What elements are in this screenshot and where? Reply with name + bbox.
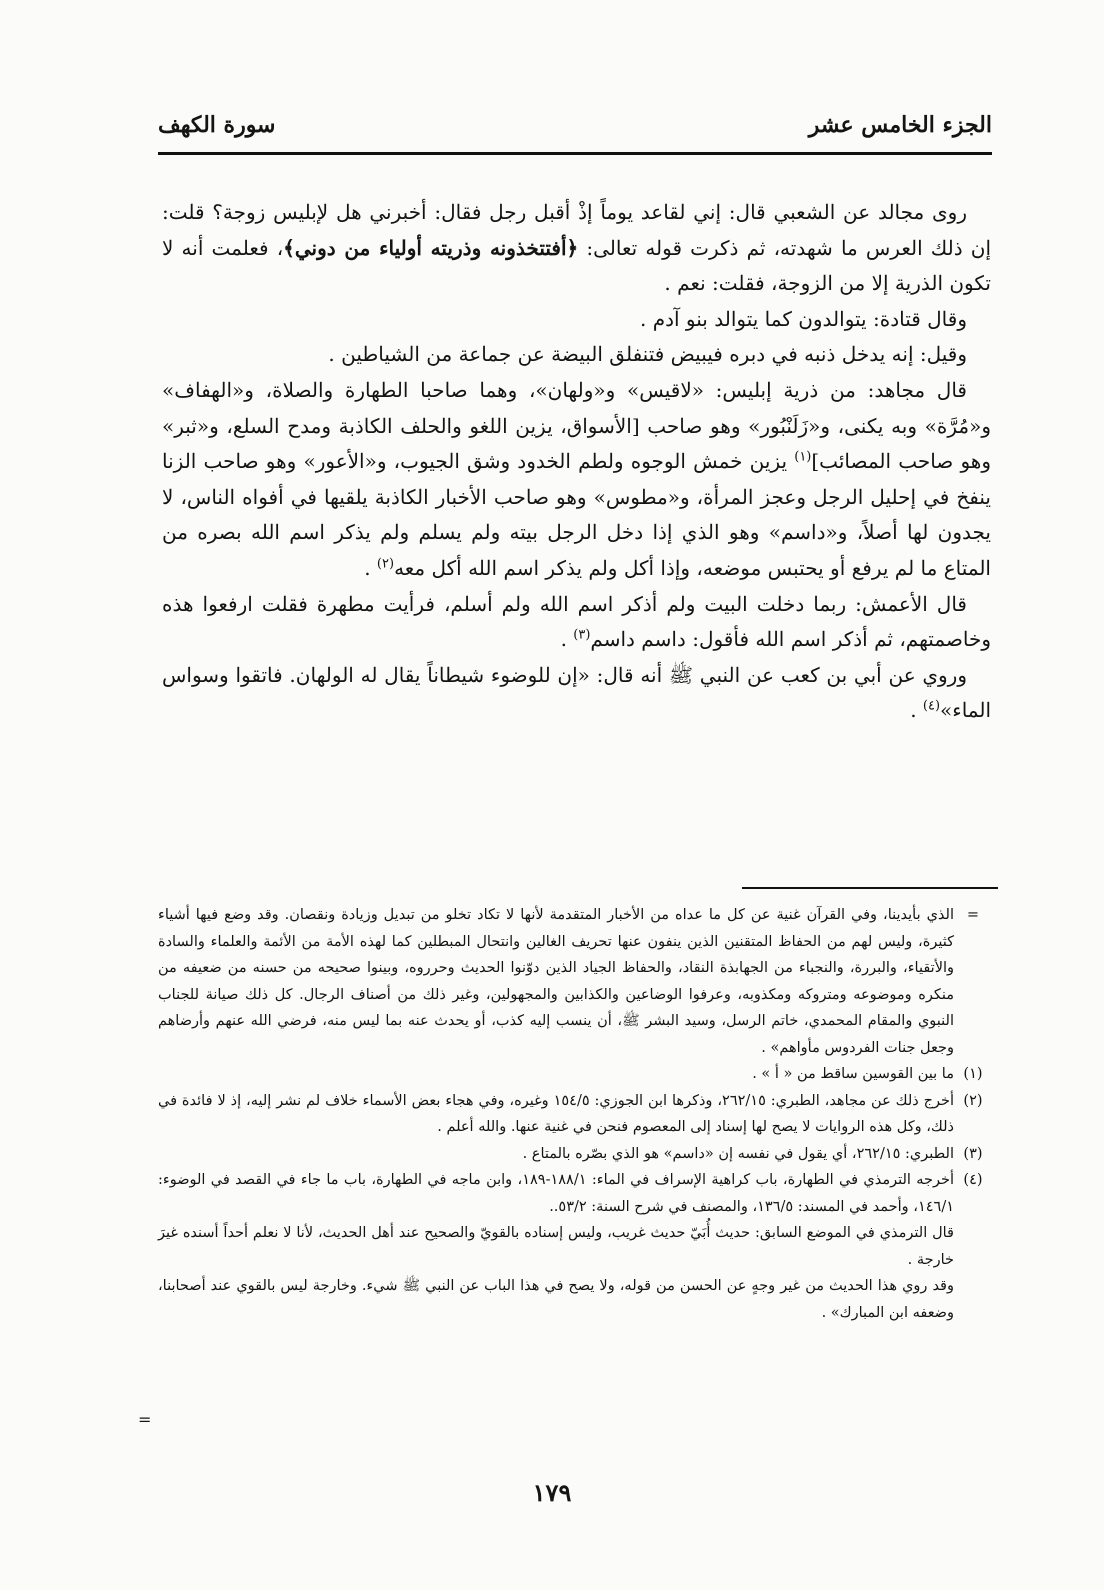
footnote: (٢) أخرج ذلك عن مجاهد، الطبري: ٢٦٢/١٥، وذكرها ابن الجوزي: ١٥٤/٥ وغيره، وفي هجاء بعض الأسماء خلاف لم نشر إليه، إذ لا فائدة في ذلك، وكل هذه الروايات لا يصح لها إسناد إلى المعصوم فنحن في غنية عنها. والله أعلم .	[158, 1088, 992, 1141]
surah-title: سورة الكهف	[158, 112, 276, 138]
footnote-ref: (٤)	[922, 698, 941, 714]
footnote-number: (١)	[963, 1066, 983, 1082]
footnote-number: (٤)	[963, 1172, 983, 1188]
main-text	[162, 195, 991, 729]
paragraph: قال مجاهد: من ذرية إبليس: «لاقيس» و«ولهان»، وهما صاحبا الطهارة والصلاة، و«الهفاف» و«مُرَّة» وبه يكنى، و«زَلَنْبُور» وهو صاحب [الأسواق، يزين اللغو والحلف الكاذبة ومدح السلع، و«ثبر» وهو صاحب المصائب]$^{(١)}$ يزين خمش الوجوه ولطم الخدود وشق الجيوب، و«الأعور» وهو صاحب الزنا ينفخ في إحليل الرجل وعجز المرأة، و«مطوس» وهو صاحب الأخبار الكاذبة يلقيها في أفواه الناس، لا يجدون لها أصلاً، و«داسم» وهو الذي إذا دخل الرجل بيته ولم يسلم ولم يذكر اسم الله بصره من المتاع ما لم يرفع أو يحتبس موضعه، وإذا أكل ولم يذكر اسم الله أكل معه$^{(٢)}$ .	[162, 377, 991, 580]
footnotes	[158, 902, 992, 1326]
paragraph: وقال قتادة: يتوالدون كما يتوالد بنو آدم .	[640, 306, 967, 331]
footnote: (٤) أخرجه الترمذي في الطهارة، باب كراهية الإسراف في الماء: ١٨٨/١-١٨٩، وابن ماجه في الطهارة، باب ما جاء في القصد في الوضوء: ١٤٦/١، وأحمد في المسند: ١٣٦/٥، والمصنف في شرح السنة: ٥٣/٢.. قال الترمذي في الموضع السابق: حديث أُبَيّ حديث غريب، وليس إسناده بالقويّ والصحيح عند أهل الحديث، لأنا لا نعلم أحداً أسنده غيرَ خارجة . وقد روي هذا الحديث من غير وجهٍ عن الحسن من قوله، ولا يصح في هذا الباب عن النبي ﷺ شيء. وخارجة ليس بالقوي عند أصحابنا، وضعفه ابن المبارك» .	[158, 1167, 992, 1326]
paragraph: قال الأعمش: ربما دخلت البيت ولم أذكر اسم الله ولم أسلم، فرأيت مطهرة فقلت ارفعوا هذه وخاصمتهم، ثم أذكر اسم الله فأقول: داسم داسم$^{(٣)}$ .	[162, 591, 991, 652]
footnote: (٣) الطبري: ٢٦٢/١٥، أي يقول في نفسه إن «داسم» هو الذي بصّره بالمتاع .	[158, 1141, 992, 1168]
continues-mark: =	[138, 1410, 152, 1429]
footnote-ref: (٢)	[376, 556, 395, 572]
footnote-rule	[742, 887, 998, 889]
footnote-number: (٢)	[963, 1092, 983, 1109]
continuation-mark: =	[966, 907, 980, 923]
header-rule	[158, 152, 992, 155]
footnote-number: (٣)	[963, 1145, 983, 1162]
running-header	[158, 102, 992, 148]
paragraph: روى مجالد عن الشعبي قال: إني لقاعد يوماً إذْ أقبل رجل فقال: أخبرني هل لإبليس زوجة؟ قلت: إن ذلك العرس ما شهدته، ثم ذكرت قوله تعالى: ﴿أفتتخذونه وذريته أولياء من دوني﴾، فعلمت أنه لا تكون الذرية إلا من الزوجة، فقلت: نعم .	[162, 200, 992, 296]
part-title: الجزء الخامس عشر	[808, 112, 992, 138]
footnote-ref: (١)	[794, 449, 812, 465]
paragraph: وروي عن أبي بن كعب عن النبي ﷺ أنه قال: «إن للوضوء شيطاناً يقال له الولهان. فاتقوا وسواس الماء»$^{(٤)}$ .	[162, 662, 991, 723]
paragraph: وقيل: إنه يدخل ذنبه في دبره فيبيض فتنفلق البيضة عن جماعة من الشياطين .	[328, 342, 967, 367]
footnote-ref: (٣)	[573, 627, 591, 643]
footnote: (١) ما بين القوسين ساقط من « أ » .	[158, 1061, 992, 1088]
footnote-continued: = الذي بأيدينا، وفي القرآن غنية عن كل ما عداه من الأخبار المتقدمة لأنها لا تكاد تخلو من تبديل وزيادة ونقصان. وقد وضع فيها أشياء كثيرة، وليس لهم من الحفاظ المتقنين الذين ينفون عنها تحريف الغالين وانتحال المبطلين كما لهذه الأمة من الأئمة والعلماء والسادة والأتقياء، والبررة، والنجباء من الجهابذة النقاد، والحفاظ الجياد الذين دوّنوا الحديث وحرروه، وبينوا صحيحه من حسنه من ضعيفه من منكره وموضوعه ومتروكه ومكذوبه، وعرفوا الوضاعين والكذابين والمجهولين، وغير ذلك من أصناف الرجال. كل ذلك صيانة للجناب النبوي والمقام المحمدي، خاتم الرسل، وسيد البشر ﷺ، أن ينسب إليه كذب، أو يحدث عنه بما ليس منه، فرضي الله عنهم وأرضاهم وجعل جنات الفردوس مأواهم» .	[158, 902, 992, 1061]
page-number: ١٧٩	[532, 1478, 572, 1507]
quran-verse: ﴿أفتتخذونه وذريته أولياء من دوني﴾	[283, 235, 579, 260]
